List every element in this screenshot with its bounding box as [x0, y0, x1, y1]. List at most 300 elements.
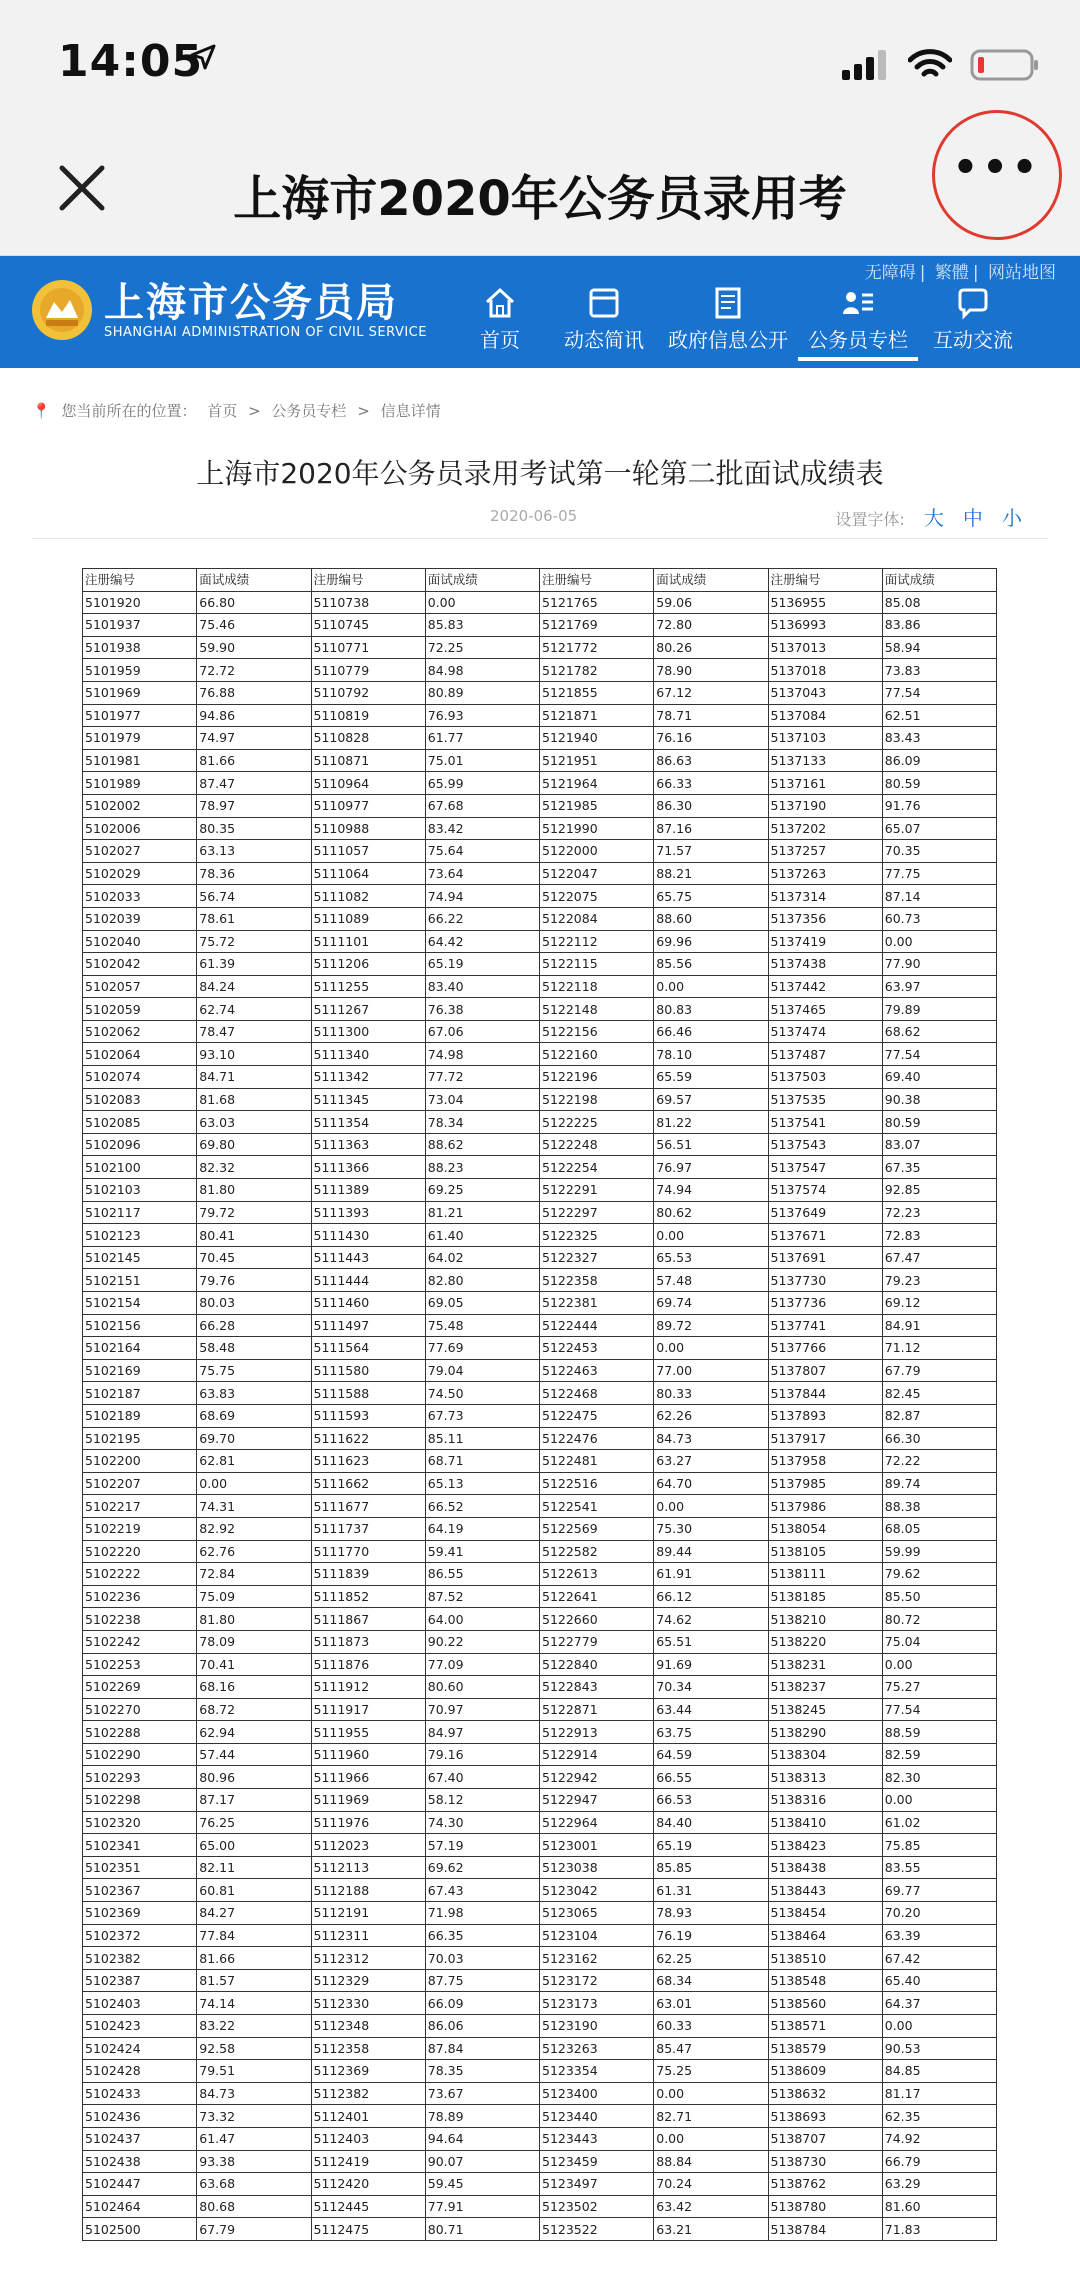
registration-number-cell: 5102207: [83, 1472, 197, 1495]
interview-score-cell: 75.72: [197, 930, 311, 953]
table-header-cell: 面试成绩: [425, 569, 539, 592]
table-row: [83, 1201, 997, 1224]
registration-number-cell: 5122225: [540, 1111, 654, 1134]
interview-score-cell: 70.20: [882, 1902, 996, 1925]
interview-score-cell: 0.00: [882, 2015, 996, 2038]
interview-score-cell: 66.55: [654, 1766, 768, 1789]
table-row: [83, 1947, 997, 1970]
interview-score-cell: 62.35: [882, 2105, 996, 2128]
registration-number-cell: 5111354: [311, 1111, 425, 1134]
interview-score-cell: 62.25: [654, 1947, 768, 1970]
interview-score-cell: 72.72: [197, 659, 311, 682]
registration-number-cell: 5101937: [83, 614, 197, 637]
interview-score-cell: 88.59: [882, 1721, 996, 1744]
table-row: [83, 1224, 997, 1247]
interview-score-cell: 80.96: [197, 1766, 311, 1789]
interview-score-cell: 93.38: [197, 2150, 311, 2173]
table-row: [83, 817, 997, 840]
interview-score-cell: 68.05: [882, 1517, 996, 1540]
interview-score-cell: 74.98: [425, 1043, 539, 1066]
table-row: [83, 1427, 997, 1450]
interview-score-cell: 71.12: [882, 1337, 996, 1360]
interview-score-cell: 88.21: [654, 862, 768, 885]
registration-number-cell: 5121985: [540, 794, 654, 817]
interview-score-cell: 82.45: [882, 1382, 996, 1405]
interview-score-cell: 86.06: [425, 2015, 539, 2038]
interview-score-cell: 84.98: [425, 659, 539, 682]
registration-number-cell: 5112023: [311, 1834, 425, 1857]
interview-score-cell: 67.40: [425, 1766, 539, 1789]
interview-score-cell: 68.62: [882, 1020, 996, 1043]
registration-number-cell: 5102029: [83, 862, 197, 885]
registration-number-cell: 5122541: [540, 1495, 654, 1518]
table-row: [83, 2037, 997, 2060]
site-logo[interactable]: [30, 278, 427, 342]
interview-score-cell: 74.62: [654, 1608, 768, 1631]
interview-score-cell: 66.30: [882, 1427, 996, 1450]
interview-score-cell: 65.40: [882, 1969, 996, 1992]
interview-score-cell: 87.75: [425, 1969, 539, 1992]
interview-score-cell: 69.70: [197, 1427, 311, 1450]
interview-score-cell: 64.42: [425, 930, 539, 953]
table-header-cell: 注册编号: [540, 569, 654, 592]
interview-score-cell: 74.31: [197, 1495, 311, 1518]
interview-score-cell: 91.69: [654, 1653, 768, 1676]
registration-number-cell: 5138762: [768, 2173, 882, 2196]
registration-number-cell: 5111363: [311, 1133, 425, 1156]
table-row: [83, 1359, 997, 1382]
interview-score-cell: 74.14: [197, 1992, 311, 2015]
interview-score-cell: 75.25: [654, 2060, 768, 2083]
registration-number-cell: 5122198: [540, 1088, 654, 1111]
interview-score-cell: 69.57: [654, 1088, 768, 1111]
registration-number-cell: 5102236: [83, 1585, 197, 1608]
registration-number-cell: 5110988: [311, 817, 425, 840]
interview-score-cell: 65.75: [654, 885, 768, 908]
registration-number-cell: 5123522: [540, 2218, 654, 2241]
interview-score-cell: 78.97: [197, 794, 311, 817]
interview-score-cell: 92.58: [197, 2037, 311, 2060]
registration-number-cell: 5138105: [768, 1540, 882, 1563]
font-size-control: [835, 502, 1022, 531]
table-row: [83, 1585, 997, 1608]
interview-score-cell: 59.41: [425, 1540, 539, 1563]
table-row: [83, 1472, 997, 1495]
registration-number-cell: 5122871: [540, 1698, 654, 1721]
interview-score-cell: 0.00: [654, 2082, 768, 2105]
registration-number-cell: 5137574: [768, 1179, 882, 1202]
interview-score-cell: 72.22: [882, 1450, 996, 1473]
interview-score-cell: 70.41: [197, 1653, 311, 1676]
interview-score-cell: 60.33: [654, 2015, 768, 2038]
webview-nav-bar: [0, 120, 1080, 256]
registration-number-cell: 5102269: [83, 1676, 197, 1699]
interview-score-cell: 88.60: [654, 907, 768, 930]
interview-score-cell: 77.69: [425, 1337, 539, 1360]
table-row: [83, 636, 997, 659]
sitemap-link[interactable]: 网站地图: [988, 263, 1056, 283]
interview-score-cell: 61.40: [425, 1224, 539, 1247]
interview-score-cell: 82.32: [197, 1156, 311, 1179]
interview-score-cell: 80.41: [197, 1224, 311, 1247]
registration-number-cell: 5101938: [83, 636, 197, 659]
table-row: [83, 2060, 997, 2083]
news-icon: [587, 286, 621, 320]
registration-number-cell: 5111852: [311, 1585, 425, 1608]
table-row: [83, 1721, 997, 1744]
registration-number-cell: 5138313: [768, 1766, 882, 1789]
registration-number-cell: 5121769: [540, 614, 654, 637]
registration-number-cell: 5102064: [83, 1043, 197, 1066]
nav-interaction[interactable]: 互动交流: [918, 286, 1028, 361]
registration-number-cell: 5111255: [311, 975, 425, 998]
registration-number-cell: 5111677: [311, 1495, 425, 1518]
registration-number-cell: 5123173: [540, 1992, 654, 2015]
interview-score-cell: 79.62: [882, 1563, 996, 1586]
table-row: [83, 1269, 997, 1292]
registration-number-cell: 5137958: [768, 1450, 882, 1473]
interview-score-cell: 67.79: [882, 1359, 996, 1382]
interview-score-cell: 81.80: [197, 1179, 311, 1202]
interview-score-cell: 63.42: [654, 2195, 768, 2218]
interview-score-cell: 72.25: [425, 636, 539, 659]
interview-score-cell: 63.21: [654, 2218, 768, 2241]
registration-number-cell: 5123443: [540, 2127, 654, 2150]
interview-score-cell: 70.97: [425, 1698, 539, 1721]
table-row: [83, 1314, 997, 1337]
table-row: [83, 907, 997, 930]
interview-score-cell: 84.40: [654, 1811, 768, 1834]
registration-number-cell: 5111912: [311, 1676, 425, 1699]
interview-score-cell: 86.09: [882, 749, 996, 772]
registration-number-cell: 5102433: [83, 2082, 197, 2105]
registration-number-cell: 5111969: [311, 1789, 425, 1812]
registration-number-cell: 5111444: [311, 1269, 425, 1292]
registration-number-cell: 5137314: [768, 885, 882, 908]
interview-score-cell: 85.85: [654, 1856, 768, 1879]
font-size-large[interactable]: 大: [923, 506, 944, 530]
table-row: [83, 2150, 997, 2173]
registration-number-cell: 5137541: [768, 1111, 882, 1134]
registration-number-cell: 5102100: [83, 1156, 197, 1179]
registration-number-cell: 5138245: [768, 1698, 882, 1721]
table-row: [83, 1156, 997, 1179]
interview-score-cell: 69.25: [425, 1179, 539, 1202]
registration-number-cell: 5138438: [768, 1856, 882, 1879]
interview-score-cell: 80.68: [197, 2195, 311, 2218]
interview-score-cell: 84.24: [197, 975, 311, 998]
table-row: [83, 1630, 997, 1653]
interview-score-cell: 80.26: [654, 636, 768, 659]
registration-number-cell: 5123400: [540, 2082, 654, 2105]
interview-score-cell: 80.35: [197, 817, 311, 840]
registration-number-cell: 5112445: [311, 2195, 425, 2218]
registration-number-cell: 5137263: [768, 862, 882, 885]
interview-score-cell: 67.12: [654, 681, 768, 704]
interview-score-cell: 61.91: [654, 1563, 768, 1586]
registration-number-cell: 5110792: [311, 681, 425, 704]
interview-score-cell: 65.59: [654, 1066, 768, 1089]
interview-score-cell: 68.71: [425, 1450, 539, 1473]
registration-number-cell: 5101959: [83, 659, 197, 682]
registration-number-cell: 5122843: [540, 1676, 654, 1699]
registration-number-cell: 5122156: [540, 1020, 654, 1043]
interview-score-cell: 74.30: [425, 1811, 539, 1834]
registration-number-cell: 5122476: [540, 1427, 654, 1450]
table-row: [83, 1653, 997, 1676]
interview-score-cell: 89.72: [654, 1314, 768, 1337]
registration-number-cell: 5102423: [83, 2015, 197, 2038]
registration-number-cell: 5122463: [540, 1359, 654, 1382]
interview-score-cell: 88.38: [882, 1495, 996, 1518]
registration-number-cell: 5138290: [768, 1721, 882, 1744]
interview-score-cell: 72.80: [654, 614, 768, 637]
registration-number-cell: 5111101: [311, 930, 425, 953]
registration-number-cell: 5102428: [83, 2060, 197, 2083]
registration-number-cell: 5138443: [768, 1879, 882, 1902]
nav-civil-servant[interactable]: 公务员专栏: [798, 286, 918, 361]
registration-number-cell: 5102187: [83, 1382, 197, 1405]
registration-number-cell: 5137503: [768, 1066, 882, 1089]
emblem-icon: [30, 278, 94, 342]
registration-number-cell: 5111588: [311, 1382, 425, 1405]
nav-news[interactable]: 动态简讯: [550, 286, 658, 361]
registration-number-cell: 5112348: [311, 2015, 425, 2038]
registration-number-cell: 5102238: [83, 1608, 197, 1631]
interview-score-cell: 66.09: [425, 1992, 539, 2015]
registration-number-cell: 5111966: [311, 1766, 425, 1789]
registration-number-cell: 5102242: [83, 1630, 197, 1653]
interview-score-cell: 79.16: [425, 1743, 539, 1766]
registration-number-cell: 5137535: [768, 1088, 882, 1111]
more-dots-icon: •••: [952, 145, 1042, 191]
registration-number-cell: 5122613: [540, 1563, 654, 1586]
registration-number-cell: 5123104: [540, 1924, 654, 1947]
interview-score-cell: 85.56: [654, 953, 768, 976]
registration-number-cell: 5122914: [540, 1743, 654, 1766]
table-row: [83, 1382, 997, 1405]
registration-number-cell: 5110738: [311, 591, 425, 614]
interview-score-cell: 70.03: [425, 1947, 539, 1970]
registration-number-cell: 5122947: [540, 1789, 654, 1812]
interview-score-cell: 84.73: [197, 2082, 311, 2105]
registration-number-cell: 5121855: [540, 681, 654, 704]
interview-score-cell: 67.47: [882, 1246, 996, 1269]
interview-score-cell: 69.74: [654, 1292, 768, 1315]
registration-number-cell: 5112382: [311, 2082, 425, 2105]
interview-score-cell: 0.00: [654, 1224, 768, 1247]
registration-number-cell: 5110779: [311, 659, 425, 682]
interview-score-cell: 82.11: [197, 1856, 311, 1879]
table-row: [83, 953, 997, 976]
registration-number-cell: 5122115: [540, 953, 654, 976]
interview-score-cell: 69.80: [197, 1133, 311, 1156]
interview-score-cell: 77.91: [425, 2195, 539, 2218]
interview-score-cell: 75.75: [197, 1359, 311, 1382]
registration-number-cell: 5123440: [540, 2105, 654, 2128]
interview-score-cell: 69.77: [882, 1879, 996, 1902]
interview-score-cell: 75.85: [882, 1834, 996, 1857]
interview-score-cell: 65.19: [425, 953, 539, 976]
interview-score-cell: 75.46: [197, 614, 311, 637]
registration-number-cell: 5122112: [540, 930, 654, 953]
registration-number-cell: 5102027: [83, 840, 197, 863]
table-row: [83, 1517, 997, 1540]
interview-score-cell: 86.30: [654, 794, 768, 817]
registration-number-cell: 5138185: [768, 1585, 882, 1608]
registration-number-cell: 5102151: [83, 1269, 197, 1292]
registration-number-cell: 5102288: [83, 1721, 197, 1744]
breadcrumb-current: 信息详情: [380, 402, 441, 420]
interview-score-cell: 94.64: [425, 2127, 539, 2150]
table-row: [83, 1043, 997, 1066]
location-pin-icon: 📍: [32, 402, 51, 420]
interview-score-cell: 74.94: [425, 885, 539, 908]
interview-score-cell: 62.51: [882, 704, 996, 727]
registration-number-cell: 5112329: [311, 1969, 425, 1992]
interview-score-cell: 67.35: [882, 1156, 996, 1179]
registration-number-cell: 5137438: [768, 953, 882, 976]
interview-score-cell: 90.22: [425, 1630, 539, 1653]
table-row: [83, 1179, 997, 1202]
registration-number-cell: 5122327: [540, 1246, 654, 1269]
registration-number-cell: 5122291: [540, 1179, 654, 1202]
registration-number-cell: 5121772: [540, 636, 654, 659]
table-row: [83, 930, 997, 953]
interview-score-cell: 87.47: [197, 772, 311, 795]
interview-score-cell: 65.19: [654, 1834, 768, 1857]
interview-score-cell: 59.90: [197, 636, 311, 659]
table-row: [83, 2105, 997, 2128]
registration-number-cell: 5102123: [83, 1224, 197, 1247]
interview-score-cell: 75.48: [425, 1314, 539, 1337]
nav-home[interactable]: 首页: [450, 286, 550, 361]
registration-number-cell: 5111342: [311, 1066, 425, 1089]
registration-number-cell: 5122942: [540, 1766, 654, 1789]
interview-score-cell: 81.66: [197, 1947, 311, 1970]
registration-number-cell: 5111873: [311, 1630, 425, 1653]
nav-gov-info[interactable]: 政府信息公开: [658, 286, 798, 361]
registration-number-cell: 5110771: [311, 636, 425, 659]
interview-score-cell: 72.23: [882, 1201, 996, 1224]
interview-score-cell: 74.97: [197, 727, 311, 750]
location-arrow-icon: [188, 42, 218, 76]
interview-score-cell: 83.55: [882, 1856, 996, 1879]
interview-score-cell: 85.11: [425, 1427, 539, 1450]
registration-number-cell: 5137917: [768, 1427, 882, 1450]
registration-number-cell: 5137419: [768, 930, 882, 953]
interview-score-cell: 64.02: [425, 1246, 539, 1269]
traditional-chinese-link[interactable]: 繁體: [934, 263, 969, 283]
table-row: [83, 2082, 997, 2105]
table-row: [83, 591, 997, 614]
registration-number-cell: 5101977: [83, 704, 197, 727]
registration-number-cell: 5138579: [768, 2037, 882, 2060]
interview-score-cell: 67.79: [197, 2218, 311, 2241]
interview-score-cell: 69.40: [882, 1066, 996, 1089]
interview-score-cell: 75.64: [425, 840, 539, 863]
interview-score-cell: 69.96: [654, 930, 768, 953]
registration-number-cell: 5123459: [540, 2150, 654, 2173]
interview-score-cell: 78.71: [654, 704, 768, 727]
registration-number-cell: 5123065: [540, 1902, 654, 1925]
interview-score-cell: 0.00: [654, 2127, 768, 2150]
registration-number-cell: 5111564: [311, 1337, 425, 1360]
registration-number-cell: 5102320: [83, 1811, 197, 1834]
interview-score-cell: 60.73: [882, 907, 996, 930]
logo-subtitle: SHANGHAI ADMINISTRATION OF CIVIL SERVICE: [104, 324, 427, 340]
registration-number-cell: 5137442: [768, 975, 882, 998]
interview-score-cell: 74.50: [425, 1382, 539, 1405]
interview-score-cell: 80.72: [882, 1608, 996, 1631]
registration-number-cell: 5102169: [83, 1359, 197, 1382]
registration-number-cell: 5110977: [311, 794, 425, 817]
interview-score-cell: 81.17: [882, 2082, 996, 2105]
breadcrumb-civil-servant[interactable]: 公务员专栏: [271, 402, 347, 420]
font-size-small[interactable]: 小: [1002, 506, 1022, 530]
registration-number-cell: 5102059: [83, 998, 197, 1021]
registration-number-cell: 5102253: [83, 1653, 197, 1676]
interview-score-cell: 56.51: [654, 1133, 768, 1156]
interview-score-cell: 80.59: [882, 772, 996, 795]
registration-number-cell: 5138237: [768, 1676, 882, 1699]
interview-score-cell: 61.31: [654, 1879, 768, 1902]
interview-score-cell: 66.53: [654, 1789, 768, 1812]
interview-score-cell: 62.76: [197, 1540, 311, 1563]
interview-score-cell: 59.45: [425, 2173, 539, 2196]
registration-number-cell: 5122964: [540, 1811, 654, 1834]
registration-number-cell: 5121782: [540, 659, 654, 682]
registration-number-cell: 5138210: [768, 1608, 882, 1631]
registration-number-cell: 5102074: [83, 1066, 197, 1089]
breadcrumb-home[interactable]: 首页: [207, 402, 238, 420]
article-date: 2020-06-05: [490, 507, 578, 525]
font-size-medium[interactable]: 中: [962, 506, 983, 530]
registration-number-cell: 5137356: [768, 907, 882, 930]
more-options-button[interactable]: [932, 110, 1062, 240]
interview-score-cell: 67.06: [425, 1020, 539, 1043]
registration-number-cell: 5102200: [83, 1450, 197, 1473]
interview-score-cell: 72.83: [882, 1224, 996, 1247]
interview-score-cell: 79.51: [197, 2060, 311, 2083]
registration-number-cell: 5138730: [768, 2150, 882, 2173]
accessibility-link[interactable]: 无障碍: [864, 263, 916, 283]
registration-number-cell: 5137487: [768, 1043, 882, 1066]
registration-number-cell: 5111770: [311, 1540, 425, 1563]
registration-number-cell: 5137649: [768, 1201, 882, 1224]
registration-number-cell: 5122453: [540, 1337, 654, 1360]
home-icon: [483, 286, 517, 320]
interview-score-cell: 72.84: [197, 1563, 311, 1586]
registration-number-cell: 5111300: [311, 1020, 425, 1043]
registration-number-cell: 5137465: [768, 998, 882, 1021]
registration-number-cell: 5137671: [768, 1224, 882, 1247]
registration-number-cell: 5122000: [540, 840, 654, 863]
registration-number-cell: 5102290: [83, 1743, 197, 1766]
interview-score-cell: 61.47: [197, 2127, 311, 2150]
interview-score-cell: 66.46: [654, 1020, 768, 1043]
interview-score-cell: 70.35: [882, 840, 996, 863]
webview-title: 上海市2020年公务员录用考: [233, 171, 847, 227]
registration-number-cell: 5102057: [83, 975, 197, 998]
interview-score-cell: 74.94: [654, 1179, 768, 1202]
interview-score-cell: 75.01: [425, 749, 539, 772]
registration-number-cell: 5110828: [311, 727, 425, 750]
interview-score-cell: 63.29: [882, 2173, 996, 2196]
registration-number-cell: 5111267: [311, 998, 425, 1021]
registration-number-cell: 5102403: [83, 1992, 197, 2015]
interview-score-cell: 67.43: [425, 1879, 539, 1902]
